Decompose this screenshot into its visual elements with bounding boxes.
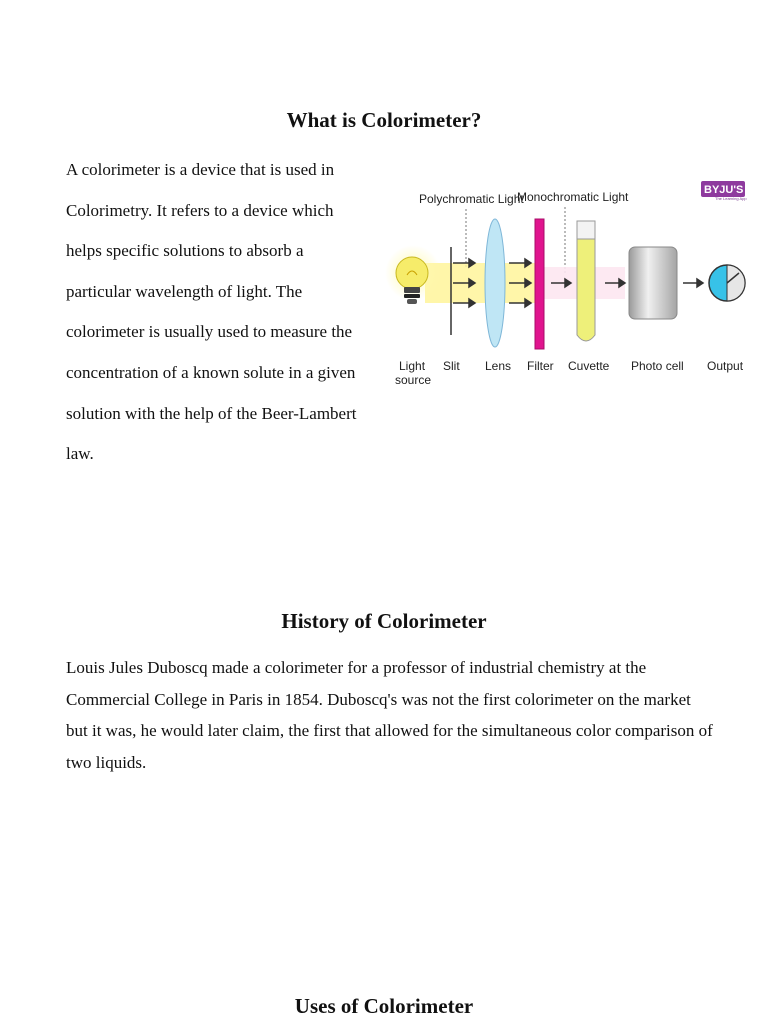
logo-subtext: The Learning App [715,196,747,201]
label-slit: Slit [443,359,460,373]
label-light-source-1: Light [399,359,426,373]
beam-arrow-5 [683,279,703,287]
colorimeter-diagram [385,175,755,395]
photo-cell-block [629,247,677,319]
label-cuvette: Cuvette [568,359,610,373]
section-body-history: Louis Jules Duboscq made a colorimeter for a professor of industrial chemistry at the Commercial College in Paris in 1854. Duboscq's was not the first colorimeter on the market but it was, he would later claim, the first that allowed for the simultaneous color comparison of two liquids. [66,658,713,772]
label-light-source-2: source [395,373,432,387]
section-body-what-is-colorimeter: A colorimeter is a device that is used in Colorimetry. It refers to a device which helps specific solutions to absorb a particular wavelength of light. The colorimeter is usually used to measure the concentration of a known solute in a given solution with the help of the Beer-Lambert law. [66,160,357,464]
label-lens: Lens [485,359,512,373]
section-title-uses: Uses of Colorimeter [294,994,474,1018]
byjus-logo [701,181,747,201]
section-title-what-is-colorimeter: What is Colorimeter? [286,108,482,132]
label-filter: Filter [527,359,554,373]
label-output: Output [707,359,744,373]
output-meter-icon [709,265,745,301]
section-title-history: History of Colorimeter [281,609,487,633]
polychromatic-light-label: Polychromatic Light [419,192,524,206]
logo-text: BYJU'S [704,184,744,196]
monochromatic-light-label: Monochromatic Light [517,190,629,204]
filter-bar [535,219,544,349]
label-photo-cell: Photo cell [631,359,684,373]
lens-shape [485,219,505,347]
cuvette-tube [577,221,595,341]
